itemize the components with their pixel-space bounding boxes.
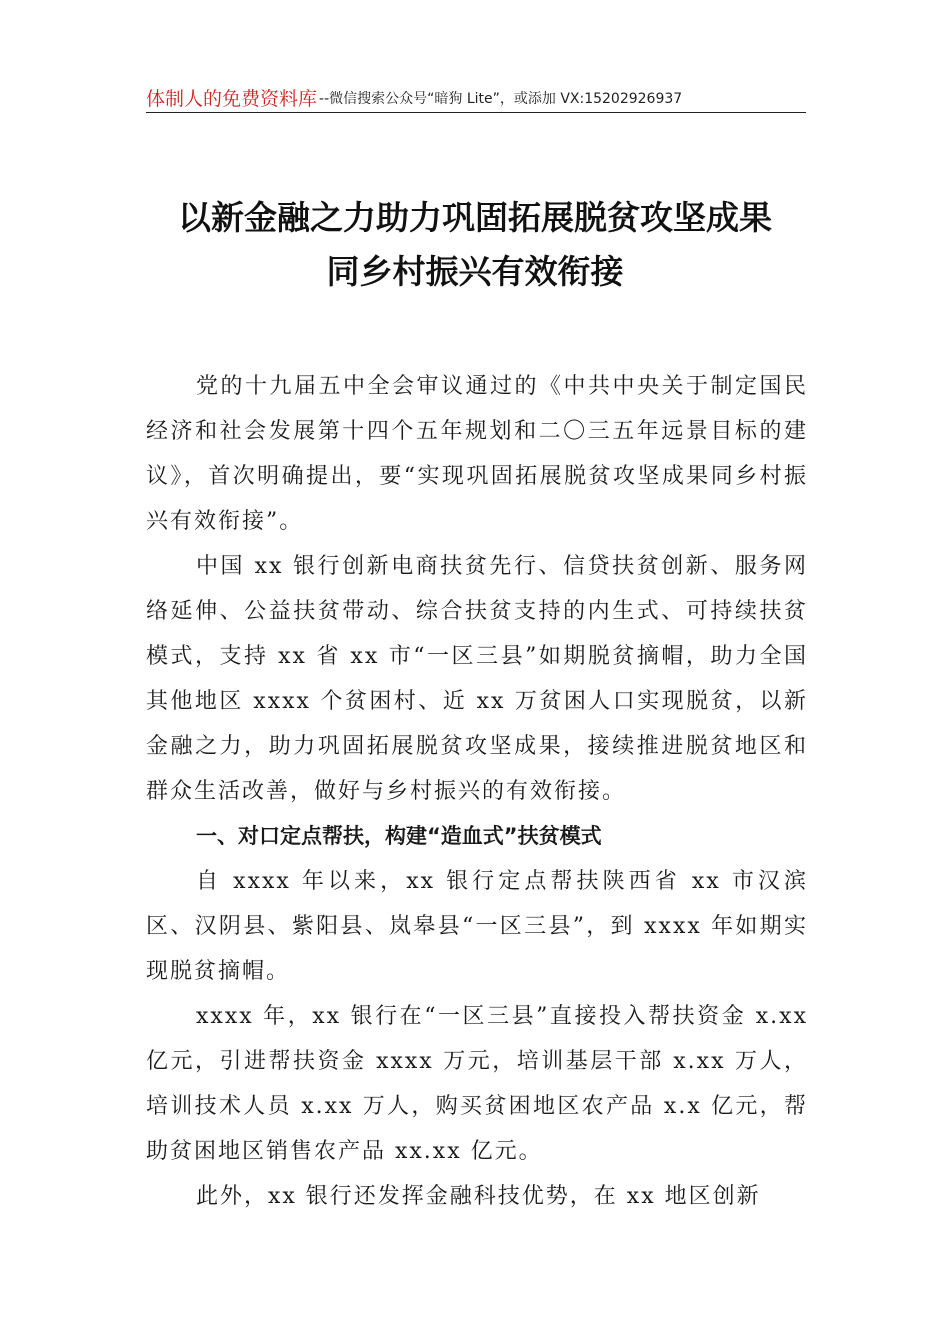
section-heading-1: 一、对口定点帮扶，构建“造血式”扶贫模式: [196, 824, 602, 848]
paragraph-4: xxxx 年，xx 银行在“一区三县”直接投入帮扶资金 x.xx 亿元，引进帮扶资金 xxxx 万元，培训基层干部 x.xx 万人，培训技术人员 x.xx 万人，购买贫困地区农产品 x.x 亿元，帮助贫困地区销售农产品 xx.xx 亿元。: [146, 1004, 808, 1164]
paragraph-5: 此外，xx 银行还发挥金融科技优势，在 xx 地区创新: [196, 1184, 761, 1209]
paragraph-2: 中国 xx 银行创新电商扶贫先行、信贷扶贫创新、服务网络延伸、公益扶贫带动、综合扶贫支持的内生式、可持续扶贫模式，支持 xx 省 xx 市“一区三县”如期脱贫摘帽，助力全国其他地区 xxxx 个贫困村、近 xx 万贫困人口实现脱贫，以新金融之力，助力巩固拓展脱贫攻坚成果，接续推进脱贫地区和群众生活改善，做好与乡村振兴的有效衔接。: [146, 554, 808, 804]
page-header: [146, 84, 806, 113]
header-note: --微信搜索公众号“暗狗 Lite”，或添加 VX:15202926937: [319, 91, 683, 107]
header-brand: 体制人的免费资料库: [146, 88, 318, 110]
document-title-line-1: 以新金融之力助力巩固拓展脱贫攻坚成果: [178, 198, 772, 237]
paragraph-1: 党的十九届五中全会审议通过的《中共中央关于制定国民经济和社会发展第十四个五年规划和二〇三五年远景目标的建议》，首次明确提出，要“实现巩固拓展脱贫攻坚成果同乡村振兴有效衔接”。: [146, 374, 808, 534]
document-title-line-2: 同乡村振兴有效衔接: [326, 252, 624, 291]
paragraph-3: 自 xxxx 年以来，xx 银行定点帮扶陕西省 xx 市汉滨区、汉阴县、紫阳县、岚皋县“一区三县”，到 xxxx 年如期实现脱贫摘帽。: [146, 869, 808, 984]
document-body: [146, 364, 808, 1219]
